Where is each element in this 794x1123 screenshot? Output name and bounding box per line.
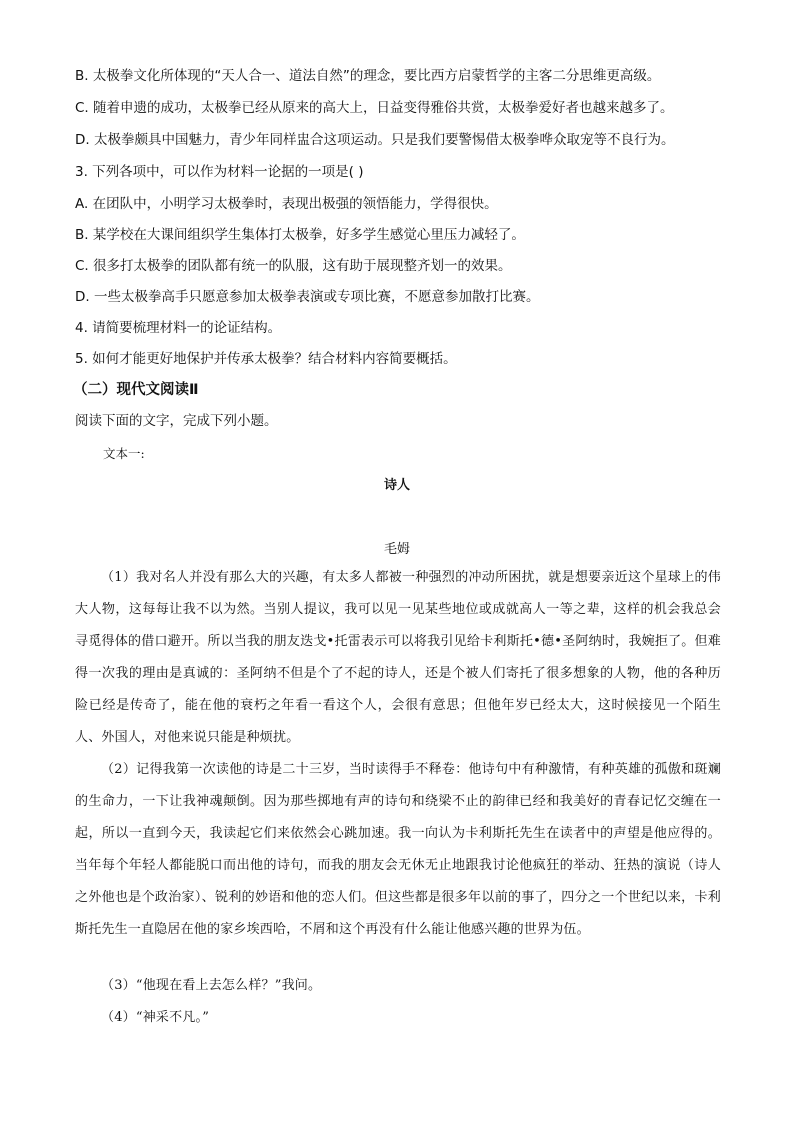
text-label: 文本一: [103,446,145,461]
reading-instruction: 阅读下面的文字，完成下列小题。 [75,413,278,429]
article-title: 诗人 [383,478,410,493]
question-5: 5. 如何才能更好地保护并传承太极拳？结合材料内容简要概括。 [75,351,457,367]
option-b-text: B. 太极拳文化所体现的“天人合一、道法自然”的理念，要比西方启蒙哲学的主客二分思维更高级。 [75,68,661,84]
paragraph-1: （1）我对名人并没有那么大的兴趣，有太多人都被一种强烈的冲动所困扰，就是想要亲近这个星球上的伟大人物，这每每让我不以为然。当别人提议，我可以见一见某些地位或成就高人一等之辈，这样的机会我总会寻觅得体的借口避开。所以当我的朋友迭戈•托雷表示可以将我引见给卡利斯托•德•圣阿纳时，我婉拒了。但难得一次我的理由是真诚的：圣阿纳不但是个了不起的诗人，还是个被人们寄托了很多想象的人物，他的各种历险已经是传奇了，能在他的衰朽之年看一看这个人，会很有意思；但他年岁已经太大，这时候接见一个陌生人、外国人，对他来说只能是种烦扰。 [75,570,721,745]
question-3-option-a: A. 在团队中，小明学习太极拳时，表现出极强的领悟能力，学得很快。 [75,196,498,212]
article-author: 毛姆 [383,542,410,557]
option-d-text: D. 太极拳颇具中国魅力，青少年同样盅合这项运动。只是我们要警惕借太极拳哗众取宠等不良行为。 [75,132,675,148]
question-3-option-c: C. 很多打太极拳的团队都有统一的队服，这有助于展现整齐划一的效果。 [75,258,512,274]
paragraph-4: （4）“神采不凡。” [101,1010,210,1025]
section-heading: （二）现代文阅读Ⅱ [73,382,199,398]
question-4: 4. 请简要梳理材料一的论证结构。 [75,320,282,336]
question-3-option-b: B. 某学校在大课间组织学生集体打太极拳，好多学生感觉心里压力减轻了。 [75,227,525,243]
question-3-option-d: D. 一些太极拳高手只愿意参加太极拳表演或专项比赛，不愿意参加散打比赛。 [75,289,540,305]
paragraph-3: （3）“他现在看上去怎么样？”我问。 [101,978,322,993]
question-3: 3. 下列各项中，可以作为材料一论据的一项是( ) [75,164,364,180]
option-c-text: C. 随着申遗的成功，太极拳已经从原来的高大上，日益变得雅俗共赏，太极拳爱好者也越来越多了。 [75,100,674,116]
paragraph-2: （2）记得我第一次读他的诗是二十三岁，当时读得手不释卷：他诗句中有种激情，有种英雄的孤傲和斑斓的生命力，一下让我神魂颠倒。因为那些掷地有声的诗句和绕梁不止的韵律已经和我美好的青春记忆交缠在一起，所以一直到今天，我读起它们来依然会心跳加速。我一向认为卡利斯托先生在读者中的声望是他应得的。当年每个年轻人都能脱口而出他的诗句，而我的朋友会无休无止地跟我讨论他疯狂的举动、狂热的演说（诗人之外他也是个政治家）、锐利的妙语和他的恋人们。但这些都是很多年以前的事了，四分之一个世纪以来，卡利斯托先生一直隐居在他的家乡埃西哈，不屑和这个再没有什么能让他感兴趣的世界为伍。 [75,762,721,937]
